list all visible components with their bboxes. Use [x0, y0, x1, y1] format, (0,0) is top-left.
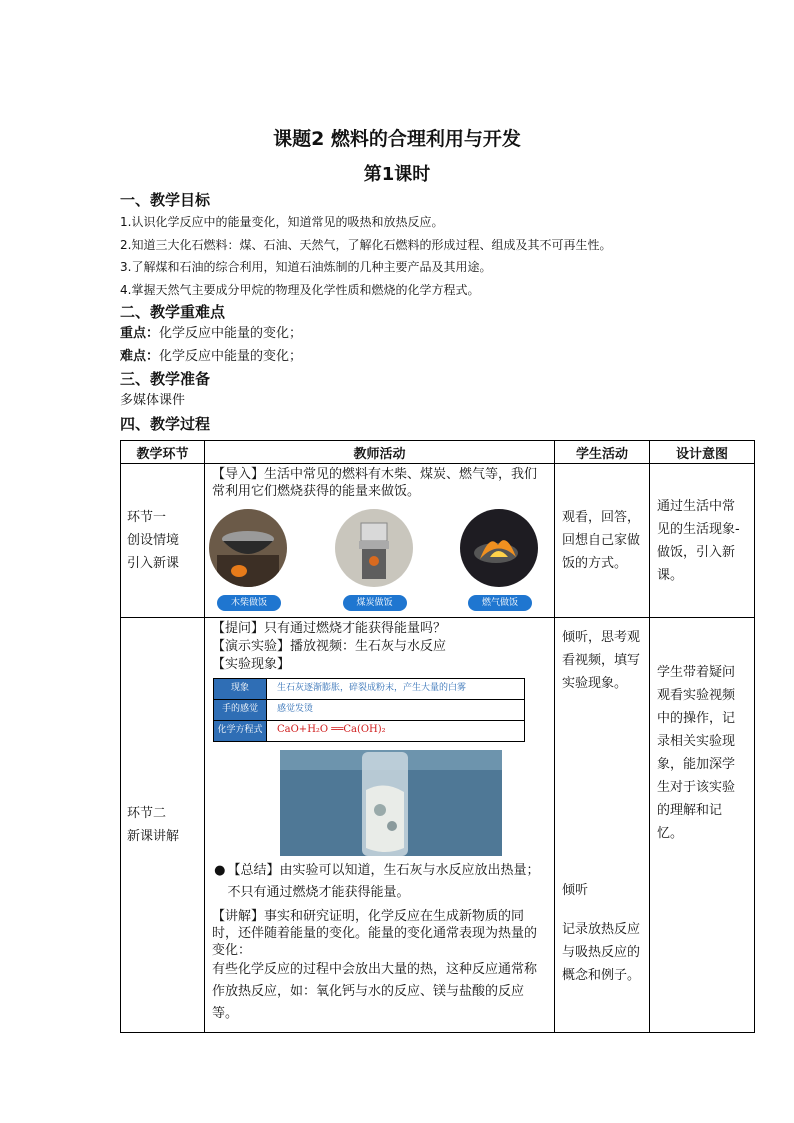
summary-item [212, 860, 547, 904]
process-table [120, 440, 755, 1033]
prep-text: 多媒体课件 [120, 393, 186, 408]
difficult-point [120, 346, 760, 369]
cooking-photos [205, 503, 554, 617]
photo-wood [209, 509, 289, 613]
question-text: 【提问】只有通过燃烧才能获得能量吗？ [212, 621, 447, 636]
table-row [214, 721, 525, 742]
prep-heading: 三、教学准备 [120, 370, 211, 388]
key-text: 化学反应中能量的变化； [159, 326, 303, 341]
summary-text: 【总结】由实验可以知道，生石灰与水反应放出热量；不只有通过燃烧才能获得能量。 [227, 863, 540, 900]
table-row [121, 618, 755, 1033]
exp-value: 感觉发烫 [267, 700, 525, 721]
photo-coal [335, 509, 415, 613]
student-cell [555, 464, 650, 618]
photo-gas [460, 509, 540, 613]
header-stage: 教学环节 [121, 441, 205, 464]
exp-label: 手的感觉 [214, 700, 267, 721]
diff-label: 难点： [120, 348, 160, 364]
phenomenon-text: 【实验现象】 [212, 657, 291, 672]
header-intent: 设计意图 [650, 441, 755, 464]
stage-line: 新课讲解 [127, 829, 180, 844]
table-row [121, 464, 755, 618]
header-student: 学生活动 [555, 441, 650, 464]
header-teacher: 教师活动 [205, 441, 555, 464]
student-text: 记录放热反应与吸热反应的概念和例子。 [562, 922, 641, 983]
goals-heading: 一、教学目标 [120, 191, 211, 209]
intro-text: 【导入】生活中常见的燃料有木柴、煤炭、燃气等，我们常利用它们燃烧获得的能量来做饭。 [212, 467, 538, 499]
explain-text-2: 有些化学反应的过程中会放出大量的热，这种反应通常称作放热反应，如：氧化钙与水的反应、镁与盐酸的反应等。 [212, 962, 538, 1021]
table-header-row [121, 441, 755, 464]
table-row [214, 700, 525, 721]
page-subtitle: 第1课时 [363, 164, 431, 185]
diff-text: 化学反应中能量的变化； [159, 348, 303, 364]
table-row [214, 679, 525, 700]
intent-cell [650, 618, 755, 1033]
key-label: 重点： [120, 326, 160, 341]
photo-label: 木柴做饭 [217, 595, 281, 611]
experiment-video-frame [280, 750, 502, 856]
student-text: 观看，回答，回想自己家做饭的方式。 [562, 510, 641, 571]
stage-cell [121, 464, 205, 618]
page-title: 课题2 燃料的合理利用与开发 [273, 128, 521, 150]
exp-label: 化学方程式 [214, 721, 267, 742]
student-text: 倾听，思考观看视频，填写实验现象。 [562, 630, 641, 691]
process-heading: 四、教学过程 [120, 414, 211, 433]
stage-line: 环节二 [127, 806, 167, 821]
stage-cell [121, 618, 205, 1033]
stage-line: 创设情境 [127, 533, 180, 548]
goal-item: 3.了解煤和石油的综合利用，知道石油炼制的几种主要产品及其用途。 [120, 260, 492, 274]
exp-label: 现象 [214, 679, 267, 700]
key-heading: 二、教学重难点 [120, 303, 226, 321]
teacher-cell [205, 464, 555, 618]
goal-item: 4.掌握天然气主要成分甲烷的物理及化学性质和燃烧的化学方程式。 [120, 282, 480, 297]
intent-text: 学生带着疑问观看实验视频中的操作，记录相关实验现象，能加深学生对于该实验的理解和记忆。 [657, 665, 736, 841]
student-cell [555, 618, 650, 1033]
intent-text: 通过生活中常见的生活现象-做饭，引入新课。 [657, 498, 740, 583]
experiment-table [213, 678, 525, 742]
exp-equation: CaO+H₂O ══Ca(OH)₂ [267, 721, 525, 742]
student-text: 倾听 [562, 883, 589, 898]
intro-sections [120, 189, 760, 435]
photo-label: 煤炭做饭 [343, 595, 407, 611]
explain-text: 【讲解】事实和研究证明，化学反应在生成新物质的同时，还伴随着能量的变化。能量的变化通常表现为热量的变化： [212, 909, 538, 958]
intent-cell [650, 464, 755, 618]
stage-line: 环节一 [127, 510, 167, 525]
goal-item: 2.知道三大化石燃料：煤、石油、天然气，了解化石燃料的形成过程、组成及其不可再生性。 [120, 237, 612, 252]
exp-value: 生石灰逐渐膨胀，碎裂成粉末，产生大量的白雾 [267, 679, 525, 700]
demo-text: 【演示实验】播放视频：生石灰与水反应 [212, 639, 447, 654]
key-point [120, 323, 760, 346]
teacher-cell [205, 618, 555, 1033]
stage-line: 引入新课 [127, 556, 180, 571]
bullet-icon: ● [214, 863, 226, 878]
photo-label: 燃气做饭 [468, 595, 532, 611]
goal-item: 1.认识化学反应中的能量变化，知道常见的吸热和放热反应。 [120, 215, 444, 229]
